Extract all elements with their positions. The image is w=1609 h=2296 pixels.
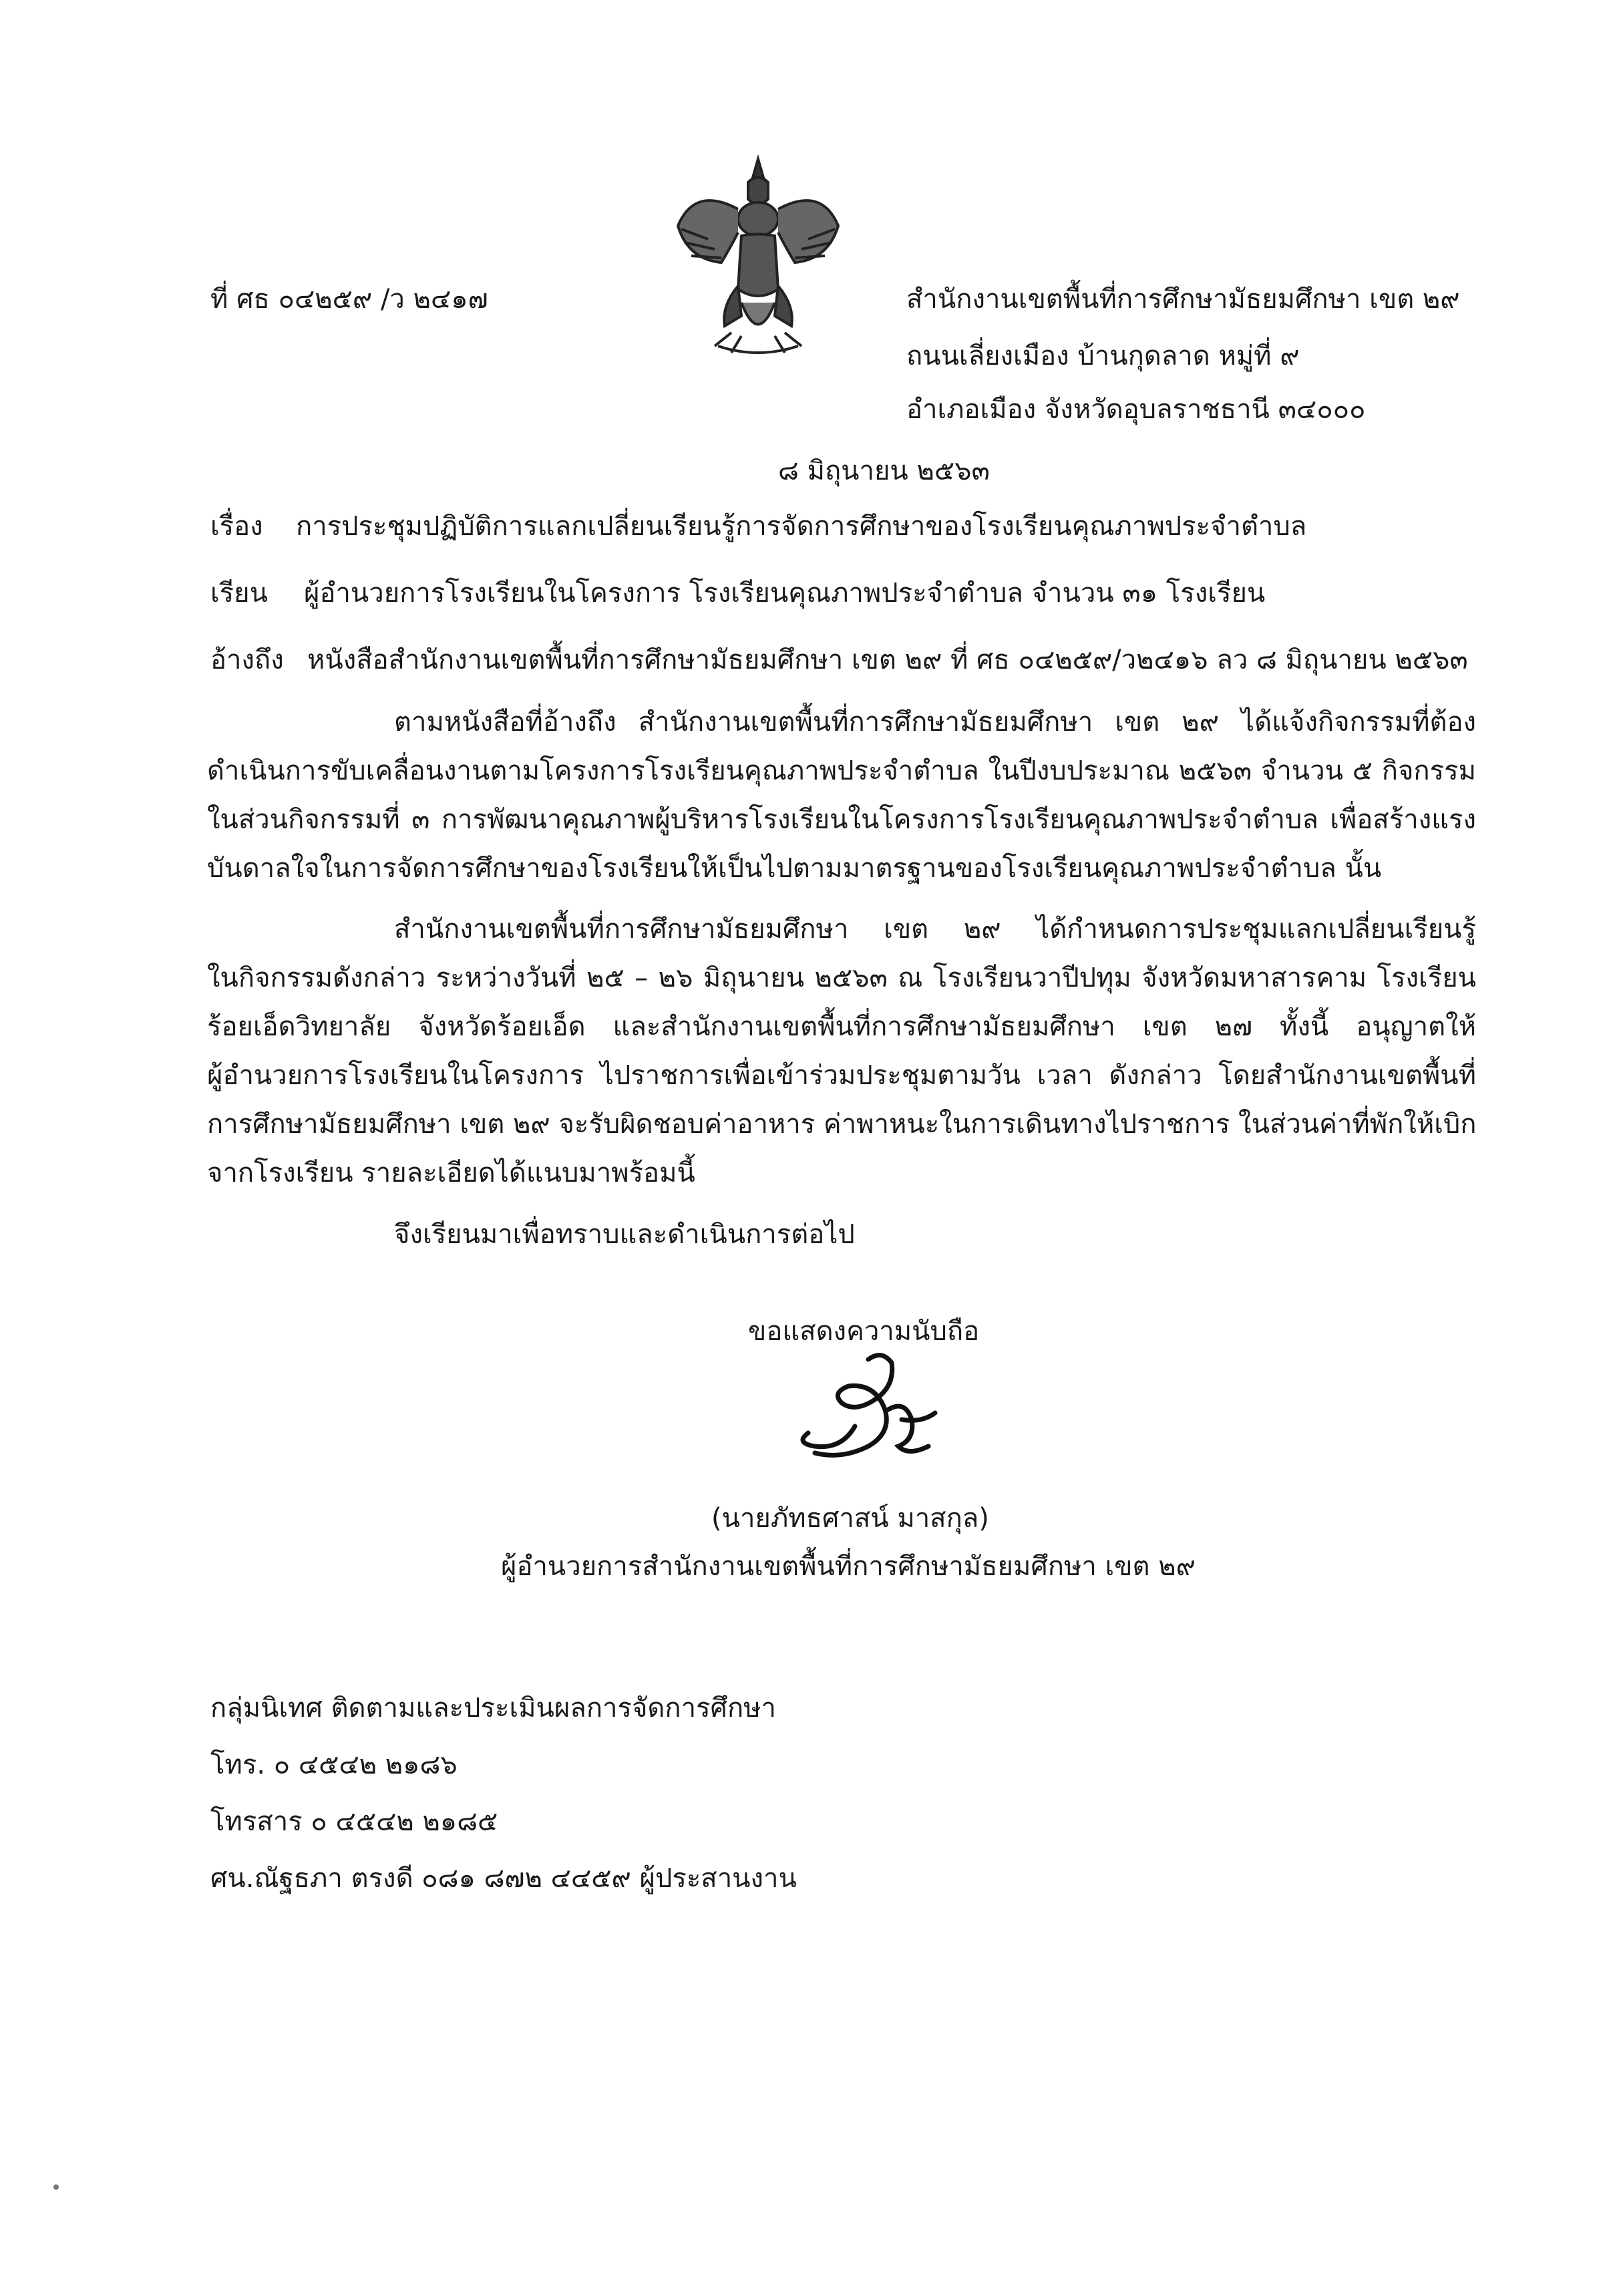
paragraph-line: สำนักงานเขตพื้นที่การศึกษามัธยมศึกษา เขต ๒๙ ได้กำหนดการประชุมแลกเปลี่ยนเรียนรู้ [394,914,1476,945]
contact-block [210,1680,797,1907]
reference-number: ที่ ศธ ๐๔๒๕๙ /ว ๒๔๑๗ [210,284,488,315]
signer-name: (นายภัทธศาสน์ มาสกุล) [711,1503,989,1534]
paragraph-line: จากโรงเรียน รายละเอียดได้แนบมาพร้อมนี้ [207,1158,695,1188]
office-address-line-1: สำนักงานเขตพื้นที่การศึกษามัธยมศึกษา เขต ๒๙ [906,284,1460,315]
body-paragraph-1 [207,698,1476,893]
paragraph-line: ดำเนินการขับเคลื่อนงานตามโครงการโรงเรียนคุณภาพประจำตำบล ในปีงบประมาณ ๒๕๖๓ จำนวน ๕ กิจกรรม [207,756,1476,786]
contact-fax: โทรสาร ๐ ๔๕๔๒ ๒๑๘๕ [210,1806,498,1837]
recipient-text: ผู้อำนวยการโรงเรียนในโครงการ โรงเรียนคุณภาพประจำตำบล จำนวน ๓๑ โรงเรียน [304,578,1266,609]
paragraph-line: ผู้อำนวยการโรงเรียนในโครงการ ไปราชการเพื่อเข้าร่วมประชุมตามวัน เวลา ดังกล่าว โดยสำนักงานเขตพื้นที่ [207,1060,1476,1091]
contact-tel: โทร. ๐ ๔๕๔๒ ๒๑๘๖ [210,1750,458,1780]
scan-speck [53,2184,59,2190]
paragraph-line: บันดาลใจในการจัดการศึกษาของโรงเรียนให้เป็นไปตามมาตรฐานของโรงเรียนคุณภาพประจำตำบล นั้น [207,853,1382,884]
garuda-emblem-icon [668,146,848,366]
body-paragraph-2 [207,905,1476,1198]
regards-text: ขอแสดงความนับถือ [748,1316,980,1347]
paragraph-line: การศึกษามัธยมศึกษา เขต ๒๙ จะรับผิดชอบค่าอาหาร ค่าพาหนะในการเดินทางไปราชการ ในส่วนค่าที่พักให้เบิก [207,1109,1477,1140]
paragraph-line: ร้อยเอ็ดวิทยาลัย จังหวัดร้อยเอ็ด และสำนักงานเขตพื้นที่การศึกษามัธยมศึกษา เขต ๒๗ ทั้งนี้ อนุญาตให้ [207,1011,1476,1042]
contact-group: กลุ่มนิเทศ ติดตามและประเมินผลการจัดการศึกษา [210,1693,776,1724]
paragraph-line: ตามหนังสือที่อ้างถึง สำนักงานเขตพื้นที่การศึกษามัธยมศึกษา เขต ๒๙ ได้แจ้งกิจกรรมที่ต้อง [394,707,1476,737]
reference-text: หนังสือสำนักงานเขตพื้นที่การศึกษามัธยมศึกษา เขต ๒๙ ที่ ศธ ๐๔๒๕๙/ว๒๔๑๖ ลว ๘ มิถุนายน ๒๕๖๓ [307,645,1468,675]
office-address-line-2: ถนนเลี่ยงเมือง บ้านกุดลาด หมู่ที่ ๙ [906,341,1300,371]
paragraph-line: ในกิจกรรมดังกล่าว ระหว่างวันที่ ๒๕ – ๒๖ มิถุนายน ๒๕๖๓ ณ โรงเรียนวาปีปทุม จังหวัดมหาสารคาม โรงเรียน [207,963,1476,993]
office-address-line-3: อำเภอเมือง จังหวัดอุบลราชธานี ๓๔๐๐๐ [906,394,1366,425]
contact-coordinator: ศน.ณัฐธภา ตรงดี ๐๘๑ ๘๗๒ ๔๔๕๙ ผู้ประสานงาน [210,1863,797,1894]
letter-date: ๘ มิถุนายน ๒๕๖๓ [778,456,990,486]
recipient-label: เรียน [210,578,268,609]
paragraph-line: ในส่วนกิจกรรมที่ ๓ การพัฒนาคุณภาพผู้บริหารโรงเรียนในโครงการโรงเรียนคุณภาพประจำตำบล เพื่อสร้างแรง [207,804,1476,835]
signer-position: ผู้อำนวยการสำนักงานเขตพื้นที่การศึกษามัธยมศึกษา เขต ๒๙ [501,1551,1196,1582]
closing-line: จึงเรียนมาเพื่อทราบและดำเนินการต่อไป [394,1219,855,1250]
subject-label: เรื่อง [210,511,263,542]
reference-label: อ้างถึง [210,645,284,675]
signature-icon [768,1346,995,1480]
subject-text: การประชุมปฏิบัติการแลกเปลี่ยนเรียนรู้การจัดการศึกษาของโรงเรียนคุณภาพประจำตำบล [296,511,1307,542]
